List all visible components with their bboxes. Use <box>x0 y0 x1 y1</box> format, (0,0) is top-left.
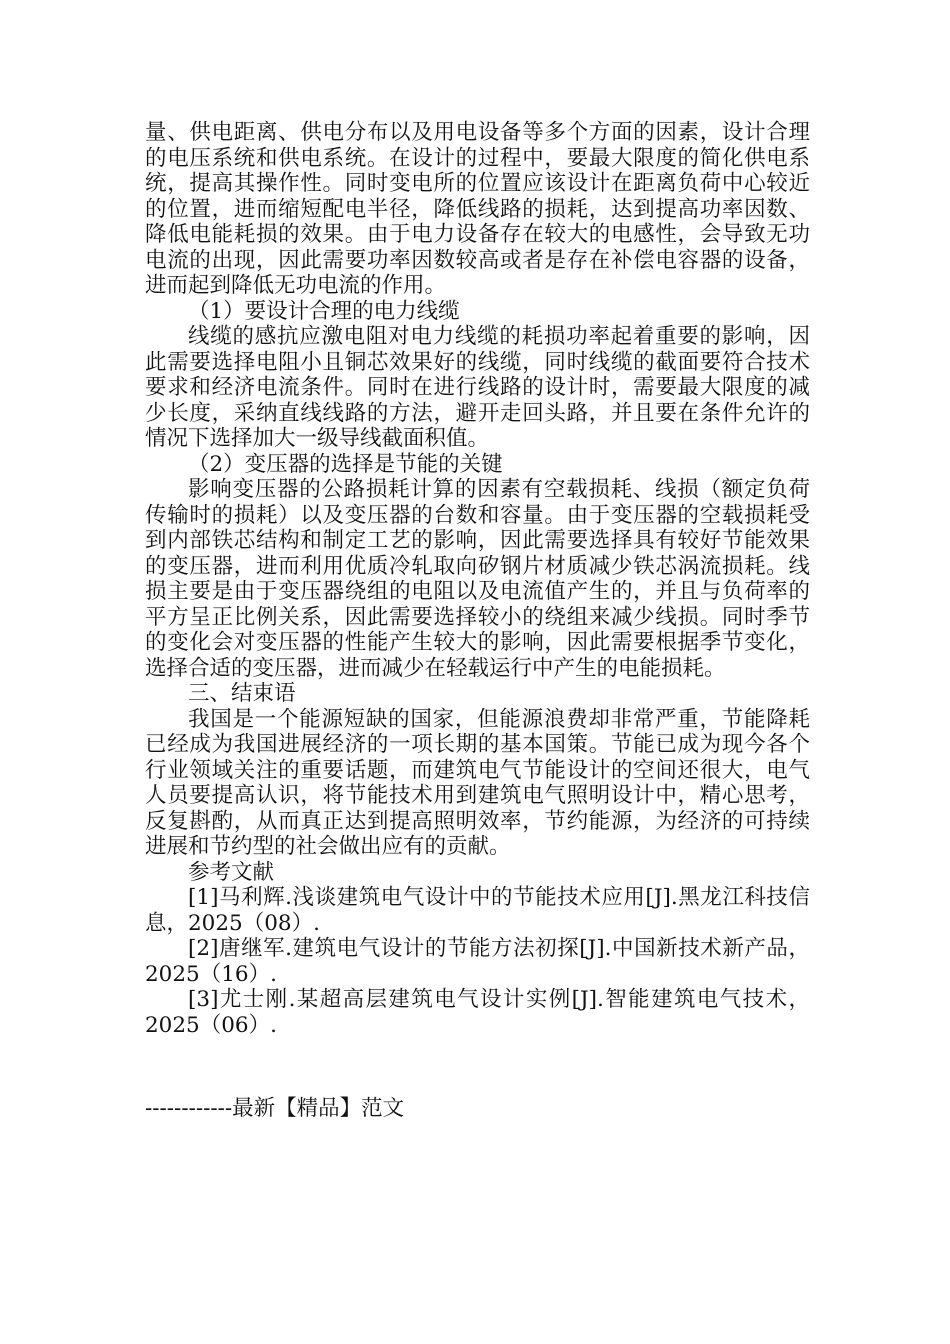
reference-item-3: [3]尤士刚.某超高层建筑电气设计实例[J].智能建筑电气技术，2025（06）. <box>145 987 810 1038</box>
reference-item-1: [1]马利辉.浅谈建筑电气设计中的节能技术应用[J].黑龙江科技信息，2025（08）. <box>145 885 810 936</box>
heading-references: 参考文献 <box>188 859 275 885</box>
paragraph-conclusion: 我国是一个能源短缺的国家，但能源浪费却非常严重，节能降耗已经成为我国进展经济的一项长期的基本国策。节能已成为现今各个行业领域关注的重要话题，而建筑电气节能设计的空间还很大，电气人员要提高认识，将节能技术用到建筑电气照明设计中，精心思考，反复斟酌，从而真正达到提高照明效率，节约能源，为经济的可持续进展和节约型的社会做出应有的贡献。 <box>145 706 810 859</box>
document-body <box>145 120 810 1038</box>
paragraph-transformer: 影响变压器的公路损耗计算的因素有空载损耗、线损（额定负荷传输时的损耗）以及变压器的台数和容量。由于变压器的空载损耗受到内部铁芯结构和制定工艺的影响，因此需要选择具有较好节能效果的变压器，进而利用优质冷轧取向矽钢片材质减少铁芯涡流损耗。线损主要是由于变压器绕组的电阻以及电流值产生的，并且与负荷率的平方呈正比例关系，因此需要选择较小的绕组来减少线损。同时季节的变化会对变压器的性能产生较大的影响，因此需要根据季节变化，选择合适的变压器，进而减少在轻载运行中产生的电能损耗。 <box>145 477 810 681</box>
heading-conclusion: 三、结束语 <box>188 681 296 706</box>
heading-transformer: （2）变压器的选择是节能的关键 <box>188 451 503 477</box>
heading-power-cable: （1）要设计合理的电力线缆 <box>188 298 460 324</box>
paragraph-power-cable: 线缆的感抗应激电阻对电力线缆的耗损功率起着重要的影响，因此需要选择电阻小且铜芯效果好的线缆，同时线缆的截面要符合技术要求和经济电流条件。同时在进行线路的设计时，需要最大限度的减少长度，采纳直线线路的方法，避开走回头路，并且要在条件允许的情况下选择加大一级导线截面积值。 <box>145 324 810 451</box>
reference-item-2: [2]唐继军.建筑电气设计的节能方法初探[J].中国新技术新产品，2025（16）. <box>145 936 810 987</box>
footer-tagline: ------------最新【精品】范文 <box>145 1096 405 1121</box>
paragraph-power-supply-design: 量、供电距离、供电分布以及用电设备等多个方面的因素，设计合理的电压系统和供电系统。在设计的过程中，要最大限度的简化供电系统，提高其操作性。同时变电所的位置应该设计在距离负荷中心较近的位置，进而缩短配电半径，降低线路的损耗，达到提高功率因数、降低电能耗损的效果。由于电力设备存在较大的电感性，会导致无功电流的出现，因此需要功率因数较高或者是存在补偿电容器的设备，进而起到降低无功电流的作用。 <box>145 120 810 298</box>
